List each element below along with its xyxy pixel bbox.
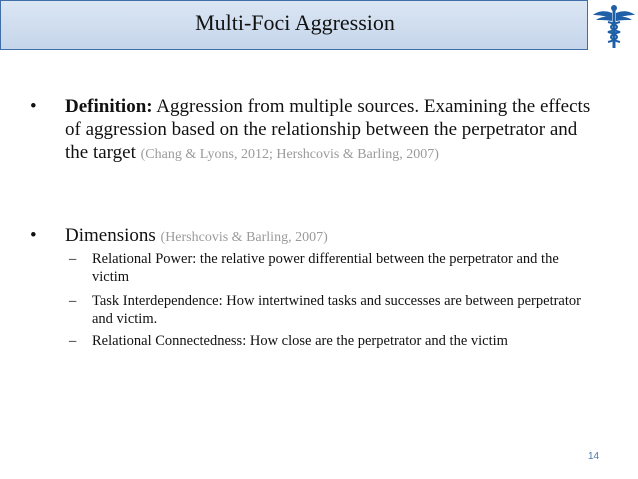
sub-marker: – [69,293,77,309]
subitem-text: Task Interdependence: How intertwined tasks and successes are between perpetrator and victim. [92,293,581,327]
definition-label: Definition: [65,96,153,117]
title-bar [0,0,588,50]
bullet-marker: • [30,96,37,117]
caduceus-icon [591,2,637,50]
page-number: 14 [588,451,600,462]
subitem-text: Relational Power: the relative power differential between the perpetrator and the victim [92,251,559,285]
sub-marker: – [69,251,77,267]
dimensions-text: Dimensions [65,225,161,246]
bullet-marker: • [30,225,37,246]
sub-marker: – [69,333,77,349]
definition-citation: (Chang & Lyons, 2012; Hershcovis & Barling, 2007) [140,147,439,162]
subitem-text: Relational Connectedness: How close are the perpetrator and the victim [92,333,508,349]
bullet-text [65,224,605,249]
dimensions-citation: (Hershcovis & Barling, 2007) [160,230,328,245]
slide-title: Multi-Foci Aggression [195,10,395,35]
definition-text: Aggression from multiple sources. Examining the effects of aggression based on the relationship between the perpetrator and the target [65,96,591,163]
bullet-text [65,95,605,166]
